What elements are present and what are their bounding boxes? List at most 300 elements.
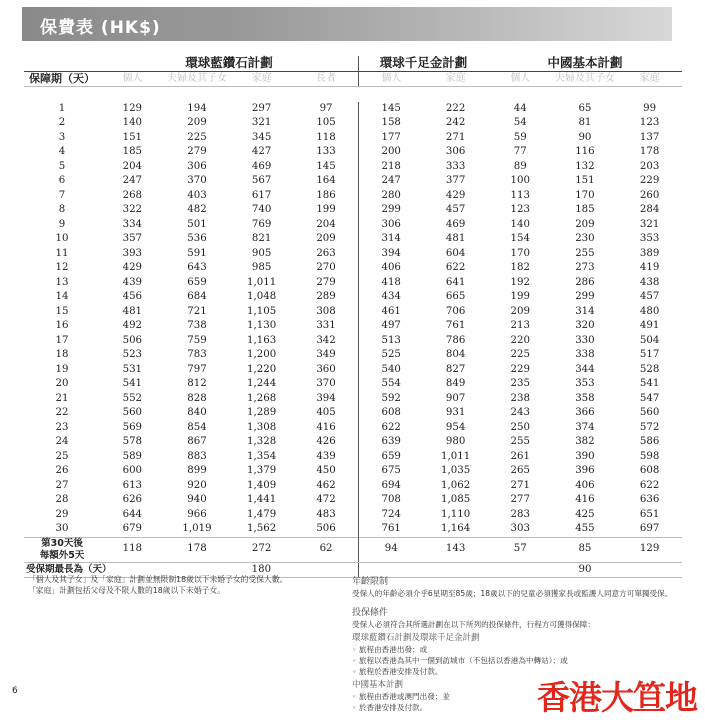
premium-cell: 828 [187, 392, 207, 404]
premium-cell: 483 [316, 508, 336, 520]
premium-cell: 390 [575, 450, 595, 462]
premium-cell: 706 [445, 305, 466, 317]
premium-cell: 480 [639, 305, 660, 317]
premium-cell: 1,085 [441, 494, 471, 505]
table-row [24, 450, 682, 465]
premium-cell: 260 [639, 189, 660, 201]
premium-cell: 528 [639, 363, 660, 375]
premium-cell: 592 [359, 392, 424, 407]
premium-cell: 578 [122, 436, 143, 447]
period-cell: 19 [55, 363, 69, 375]
premium-cell: 308 [316, 305, 336, 317]
period-cell: 3 [58, 131, 66, 143]
sub-header: 個人 [488, 71, 553, 87]
after30-label [24, 537, 100, 562]
premium-cell: 209 [510, 305, 530, 317]
table-row [24, 522, 682, 537]
period-cell: 21 [55, 392, 69, 404]
plan2-condition: ◦ 於香港安排及付款。 [352, 703, 428, 712]
after30-cell: 94 [359, 537, 424, 562]
table-row [24, 232, 682, 247]
premium-cell: 531 [122, 363, 143, 375]
table-row [24, 392, 682, 407]
premium-cell: 821 [251, 233, 272, 244]
premium-cell: 589 [122, 450, 143, 462]
premium-cell: 322 [122, 204, 143, 215]
table-row [24, 102, 682, 117]
premium-cell: 827 [445, 363, 466, 375]
after30-cell: 62 [294, 537, 359, 562]
premium-cell: 320 [575, 320, 595, 331]
conditions-title: 投保條件 [352, 608, 389, 618]
premium-cell: 250 [510, 421, 530, 433]
premium-cell: 306 [359, 218, 424, 233]
premium-cell: 641 [445, 276, 466, 288]
premium-cell: 1,244 [247, 378, 277, 389]
premium-cell: 396 [575, 465, 595, 476]
premium-cell: 586 [639, 436, 660, 447]
premium-cell: 100 [510, 175, 530, 186]
premium-cell: 501 [187, 218, 207, 230]
premium-cell: 360 [316, 363, 336, 375]
premium-cell: 289 [316, 291, 336, 302]
premium-cell: 306 [445, 146, 466, 157]
premium-cell: 761 [445, 320, 466, 331]
sub-header: 夫婦及其子女 [165, 71, 230, 87]
premium-cell: 455 [575, 523, 595, 534]
period-cell: 12 [55, 262, 69, 273]
premium-cell: 418 [359, 276, 424, 291]
period-cell: 30 [55, 523, 69, 534]
table-row [24, 203, 682, 218]
premium-cell: 89 [513, 160, 527, 172]
premium-cell: 377 [445, 175, 466, 186]
premium-cell: 1,200 [247, 349, 277, 360]
premium-cell: 204 [122, 160, 143, 172]
table-row [24, 406, 682, 421]
table-row [24, 145, 682, 160]
premium-cell: 97 [319, 102, 333, 114]
premium-cell: 164 [316, 175, 336, 186]
premium-cell: 438 [639, 276, 660, 288]
premium-cell: 185 [122, 146, 143, 157]
premium-cell: 225 [510, 349, 530, 360]
watermark-logo: 香港大笪地 [537, 678, 697, 717]
premium-cell: 506 [316, 523, 336, 534]
premium-cell: 59 [513, 131, 527, 143]
premium-cell: 132 [575, 160, 595, 172]
table-row [24, 218, 682, 233]
period-cell: 20 [55, 378, 69, 389]
premium-cell: 931 [445, 407, 466, 418]
sub-header: 長者 [294, 71, 359, 87]
period-cell: 10 [55, 233, 69, 244]
premium-cell: 708 [359, 493, 424, 508]
premium-cell: 209 [316, 233, 336, 244]
premium-cell: 536 [187, 233, 207, 244]
premium-cell: 560 [122, 407, 143, 418]
period-cell: 8 [58, 204, 66, 215]
table-row [24, 305, 682, 320]
after30-cell: 118 [100, 537, 165, 562]
premium-cell: 118 [316, 131, 336, 143]
premium-cell: 659 [187, 276, 207, 288]
premium-cell: 552 [122, 392, 143, 404]
premium-cell: 608 [359, 406, 424, 421]
premium-cell: 306 [187, 160, 207, 172]
premium-cell: 158 [359, 116, 424, 131]
premium-cell: 105 [316, 117, 336, 128]
table-row [24, 464, 682, 479]
premium-cell: 357 [122, 233, 143, 244]
premium-cell: 541 [122, 378, 143, 389]
premium-cell: 247 [122, 175, 143, 186]
premium-cell: 129 [122, 102, 143, 114]
sub-header: 家庭 [229, 71, 294, 87]
premium-cell: 374 [575, 421, 595, 433]
premium-cell: 940 [187, 494, 207, 505]
premium-cell: 457 [445, 204, 466, 215]
premium-cell: 804 [445, 349, 466, 360]
premium-cell: 270 [316, 262, 336, 273]
premium-cell: 54 [513, 117, 527, 128]
premium-cell: 99 [643, 102, 657, 114]
table-row [24, 421, 682, 436]
left-note: 「個人及其子女」及「家庭」計劃並無限制18歲以下未婚子女的受保人數。 [28, 575, 288, 584]
table-row [24, 174, 682, 189]
premium-cell: 675 [359, 464, 424, 479]
after30-cell: 272 [229, 537, 294, 562]
premium-cell: 469 [251, 160, 272, 172]
premium-cell: 1,164 [441, 523, 471, 534]
premium-cell: 504 [639, 334, 660, 346]
premium-cell: 697 [639, 523, 660, 534]
premium-cell: 905 [251, 247, 272, 259]
premium-cell: 554 [359, 377, 424, 392]
premium-cell: 604 [445, 247, 466, 259]
period-cell: 22 [55, 407, 69, 418]
premium-cell: 665 [445, 291, 466, 302]
premium-cell: 920 [187, 479, 207, 491]
premium-cell: 314 [359, 232, 424, 247]
premium-cell: 321 [639, 218, 660, 230]
premium-cell: 353 [575, 378, 595, 389]
page-number: 6 [12, 686, 18, 696]
premium-cell: 482 [187, 204, 207, 215]
table-row [24, 160, 682, 175]
premium-cell: 419 [639, 262, 660, 273]
premium-cell: 426 [316, 436, 336, 447]
table-row [24, 319, 682, 334]
premium-cell: 182 [510, 262, 530, 273]
premium-cell: 966 [187, 508, 207, 520]
period-label: 保障期（天） [24, 71, 100, 87]
premium-cell: 283 [510, 508, 530, 520]
period-cell: 26 [55, 465, 69, 476]
premium-cell: 44 [513, 102, 527, 114]
premium-cell: 330 [575, 334, 595, 346]
age-limit-title: 年齡限制 [352, 577, 389, 587]
premium-cell: 222 [445, 102, 466, 114]
period-cell: 6 [58, 175, 66, 186]
premium-cell: 113 [510, 189, 530, 201]
premium-cell: 985 [251, 262, 272, 273]
premium-cell: 200 [359, 145, 424, 160]
premium-cell: 1,062 [441, 479, 471, 491]
premium-cell: 338 [575, 349, 595, 360]
period-cell: 23 [55, 421, 69, 433]
premium-cell: 271 [445, 131, 466, 143]
premium-cell: 403 [187, 189, 207, 201]
premium-cell: 192 [510, 276, 530, 288]
premium-cell: 235 [510, 378, 530, 389]
premium-cell: 783 [187, 349, 207, 360]
premium-cell: 572 [639, 421, 660, 433]
period-cell: 1 [58, 102, 66, 114]
premium-cell: 123 [639, 117, 660, 128]
premium-cell: 608 [639, 465, 660, 476]
premium-table-container [24, 55, 682, 575]
premium-cell: 1,409 [247, 479, 277, 491]
max-period-label: 受保期最長為（天） [24, 562, 165, 578]
premium-cell: 199 [510, 291, 530, 302]
premium-cell: 186 [316, 189, 336, 201]
period-cell: 29 [55, 508, 69, 520]
after30-label-line2: 每額外5天 [39, 549, 85, 561]
premium-cell: 344 [575, 363, 595, 375]
premium-cell: 370 [316, 378, 336, 389]
premium-cell: 740 [251, 204, 272, 215]
premium-cell: 1,441 [247, 494, 277, 505]
max-period-left: 180 [165, 562, 359, 578]
premium-cell: 321 [251, 117, 272, 128]
premium-cell: 299 [575, 291, 595, 302]
period-cell: 15 [55, 305, 69, 317]
premium-cell: 370 [187, 175, 207, 186]
table-row [24, 493, 682, 508]
premium-cell: 523 [122, 349, 143, 360]
left-note: 「家庭」計劃包括父母及不限人數的18歲以下未婚子女。 [28, 586, 226, 595]
plan1-condition: ◦ 旅程由香港出發；或 [352, 645, 428, 654]
premium-cell: 90 [578, 131, 592, 143]
premium-cell: 280 [359, 189, 424, 204]
premium-cell: 213 [510, 320, 530, 331]
premium-cell: 456 [122, 291, 143, 302]
premium-cell: 786 [445, 334, 466, 346]
premium-cell: 849 [445, 378, 466, 389]
premium-cell: 123 [510, 204, 530, 215]
premium-cell: 867 [187, 436, 207, 447]
premium-cell: 81 [578, 117, 592, 128]
premium-cell: 1,035 [441, 465, 471, 476]
premium-cell: 263 [316, 247, 336, 259]
premium-cell: 416 [316, 421, 336, 433]
premium-cell: 651 [639, 508, 660, 520]
premium-cell: 639 [359, 435, 424, 450]
premium-cell: 622 [639, 479, 660, 491]
premium-cell: 462 [316, 479, 336, 491]
premium-cell: 738 [187, 320, 207, 331]
premium-cell: 1,011 [441, 450, 471, 462]
premium-cell: 230 [575, 233, 595, 244]
premium-cell: 506 [122, 334, 143, 346]
premium-cell: 854 [187, 421, 207, 433]
period-cell: 11 [55, 247, 69, 259]
premium-cell: 954 [445, 421, 466, 433]
premium-cell: 425 [575, 508, 595, 520]
premium-cell: 286 [575, 276, 595, 288]
premium-cell: 170 [575, 189, 595, 201]
sub-header-row [24, 71, 682, 87]
table-row [24, 363, 682, 378]
premium-cell: 65 [578, 102, 592, 114]
premium-cell: 1,479 [247, 508, 277, 520]
premium-cell: 840 [187, 407, 207, 418]
premium-cell: 450 [316, 465, 336, 476]
age-limit-text: 受保人的年齡必須介乎6星期至85歲；18歲以下的兒童必須獲家長或監護人同意方可單獨受保。 [352, 589, 673, 598]
premium-cell: 883 [187, 450, 207, 462]
premium-cell: 154 [510, 233, 530, 244]
premium-cell: 1,019 [182, 523, 212, 534]
premium-cell: 461 [359, 305, 424, 320]
left-notes [28, 574, 287, 596]
max-period-right: 90 [488, 562, 682, 578]
premium-cell: 299 [359, 203, 424, 218]
premium-cell: 567 [251, 175, 272, 186]
premium-cell: 1,011 [247, 276, 277, 288]
premium-cell: 679 [122, 523, 143, 534]
plan-header-gold: 環球千足金計劃 [359, 56, 488, 71]
period-cell: 14 [55, 291, 69, 302]
table-row [24, 290, 682, 305]
premium-cell: 199 [316, 204, 336, 215]
premium-cell: 77 [513, 146, 527, 157]
after30-cell: 129 [617, 537, 682, 562]
premium-cell: 225 [187, 131, 207, 143]
premium-cell: 622 [359, 421, 424, 436]
premium-cell: 626 [122, 494, 143, 505]
premium-cell: 481 [445, 233, 466, 244]
period-cell: 16 [55, 320, 69, 331]
period-cell: 5 [58, 160, 66, 172]
premium-cell: 1,110 [441, 508, 471, 520]
plan-header-diamond: 環球藍鑽石計劃 [100, 56, 359, 71]
premium-cell: 151 [122, 131, 143, 143]
premium-cell: 261 [510, 450, 530, 462]
premium-cell: 416 [575, 494, 595, 505]
premium-cell: 133 [316, 146, 336, 157]
premium-cell: 492 [122, 320, 143, 331]
premium-cell: 1,130 [247, 320, 277, 331]
premium-cell: 457 [639, 291, 660, 302]
premium-cell: 1,163 [247, 334, 277, 346]
premium-cell: 229 [639, 175, 660, 186]
premium-cell: 812 [187, 378, 207, 389]
premium-cell: 517 [639, 349, 660, 360]
sub-header: 個人 [359, 71, 424, 87]
plan-header-row [24, 56, 682, 71]
premium-cell: 243 [510, 407, 530, 418]
period-cell: 9 [58, 218, 66, 230]
premium-cell: 151 [575, 175, 595, 186]
premium-cell: 279 [316, 276, 336, 288]
plan1-condition: ◦ 旅程以香港為其中一個到訪城市（不包括以香港為中轉站）；或 [352, 656, 568, 665]
premium-cell: 439 [316, 450, 336, 462]
premium-cell: 547 [639, 392, 660, 404]
premium-cell: 333 [445, 160, 466, 172]
premium-cell: 1,562 [247, 523, 277, 534]
premium-cell: 513 [359, 334, 424, 349]
table-row [24, 334, 682, 349]
premium-cell: 303 [510, 523, 530, 534]
period-cell: 28 [55, 494, 69, 505]
after30-cell: 143 [423, 537, 488, 562]
premium-cell: 899 [187, 465, 207, 476]
premium-cell: 271 [510, 479, 530, 491]
premium-cell: 349 [316, 349, 336, 360]
premium-cell: 137 [639, 131, 660, 143]
premium-cell: 439 [122, 276, 143, 288]
premium-cell: 277 [510, 494, 530, 505]
premium-cell: 334 [122, 218, 143, 230]
period-cell: 4 [58, 146, 66, 157]
after30-row [24, 537, 682, 562]
sub-header: 個人 [100, 71, 165, 87]
premium-cell: 220 [510, 334, 530, 346]
premium-cell: 145 [359, 102, 424, 117]
premium-cell: 1,268 [247, 392, 277, 404]
premium-cell: 284 [639, 204, 660, 215]
premium-cell: 358 [575, 392, 595, 404]
premium-cell: 178 [639, 146, 660, 157]
premium-cell: 472 [316, 494, 336, 505]
premium-cell: 393 [122, 247, 143, 259]
table-row [24, 116, 682, 131]
premium-cell: 541 [639, 378, 660, 389]
premium-cell: 353 [639, 233, 660, 244]
after30-label-line1: 第30天後 [41, 537, 83, 549]
after30-cell: 85 [553, 537, 618, 562]
premium-cell: 242 [445, 117, 466, 128]
sub-header: 家庭 [423, 71, 488, 87]
premium-cell: 724 [359, 508, 424, 523]
premium-cell: 694 [359, 479, 424, 494]
premium-cell: 238 [510, 392, 530, 404]
premium-cell: 525 [359, 348, 424, 363]
table-row [24, 276, 682, 291]
sub-header: 夫婦及其子女 [553, 71, 618, 87]
premium-cell: 279 [187, 146, 207, 157]
premium-cell: 434 [359, 290, 424, 305]
premium-cell: 140 [510, 218, 530, 230]
premium-cell: 427 [251, 146, 272, 157]
premium-cell: 643 [187, 262, 207, 273]
premium-cell: 636 [639, 494, 660, 505]
table-row [24, 479, 682, 494]
table-row [24, 377, 682, 392]
premium-cell: 761 [359, 522, 424, 537]
table-row [24, 261, 682, 276]
premium-cell: 209 [575, 218, 595, 230]
premium-cell: 297 [251, 102, 272, 114]
premium-cell: 644 [122, 508, 143, 520]
premium-cell: 429 [445, 189, 466, 201]
plan-header-china: 中國基本計劃 [488, 56, 682, 71]
period-cell: 24 [55, 436, 69, 447]
premium-cell: 116 [575, 146, 595, 157]
premium-cell: 345 [251, 131, 272, 143]
premium-cell: 469 [445, 218, 466, 230]
